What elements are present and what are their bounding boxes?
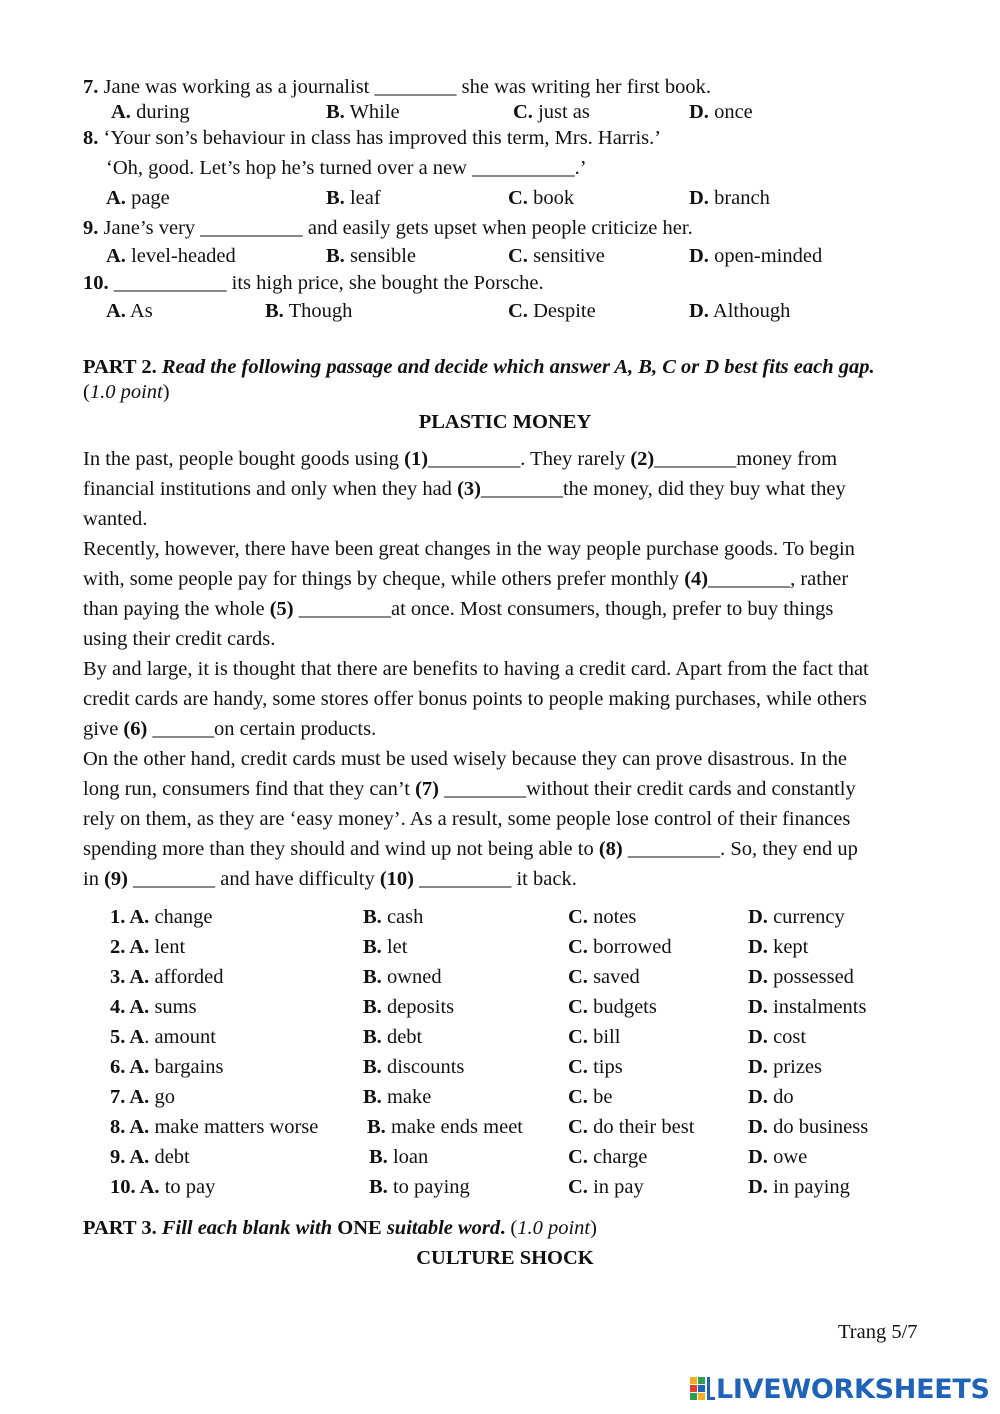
liveworksheets-logo-text: LIVEWORKSHEETS bbox=[716, 1374, 990, 1405]
answer-row-1-b: B. cash bbox=[363, 906, 424, 928]
answer-row-5-a: 5. A. amount bbox=[110, 1026, 216, 1048]
question-text-line2: ‘Oh, good. Let’s hop he’s turned over a new __________.’ bbox=[106, 157, 587, 179]
liveworksheets-logo bbox=[690, 1374, 990, 1405]
answer-row-9-b: B. loan bbox=[369, 1146, 429, 1168]
answer-row-2-c: C. borrowed bbox=[568, 936, 672, 958]
option-b: B. While bbox=[326, 101, 400, 123]
option-b: B. leaf bbox=[326, 187, 381, 209]
answer-row-2-b: B. let bbox=[363, 936, 408, 958]
option-d: D. branch bbox=[689, 187, 770, 209]
question-text: 8. ‘Your son’s behaviour in class has improved this term, Mrs. Harris.’ bbox=[83, 127, 662, 149]
option-a: A. during bbox=[111, 101, 190, 123]
answer-row-5-c: C. bill bbox=[568, 1026, 621, 1048]
question-text: 7. Jane was working as a journalist ________ she was writing her first book. bbox=[83, 76, 711, 98]
answer-row-9-d: D. owe bbox=[748, 1146, 808, 1168]
answer-row-7-c: C. be bbox=[568, 1086, 613, 1108]
answer-row-10-c: C. in pay bbox=[568, 1176, 644, 1198]
answer-row-6-d: D. prizes bbox=[748, 1056, 823, 1078]
option-a: A. page bbox=[106, 187, 170, 209]
option-c: C. just as bbox=[513, 101, 590, 123]
answer-row-6-c: C. tips bbox=[568, 1056, 623, 1078]
answer-row-2-d: D. kept bbox=[748, 936, 809, 958]
answer-row-8-c: C. do their best bbox=[568, 1116, 695, 1138]
answer-row-8-b: B. make ends meet bbox=[367, 1116, 523, 1138]
answer-row-3-c: C. saved bbox=[568, 966, 640, 988]
answer-row-4-c: C. budgets bbox=[568, 996, 657, 1018]
answer-row-5-b: B. debt bbox=[363, 1026, 423, 1048]
answer-row-5-d: D. cost bbox=[748, 1026, 807, 1048]
option-a: A. As bbox=[106, 300, 153, 322]
part-instruction: Read the following passage and decide which answer A, B, C or D best fits each gap. bbox=[156, 356, 875, 378]
answer-row-4-a: 4. A. sums bbox=[110, 996, 197, 1018]
question-text: 10. ___________ its high price, she bought the Porsche. bbox=[83, 272, 544, 294]
answer-row-10-b: B. to paying bbox=[369, 1176, 470, 1198]
part3-title: CULTURE SHOCK bbox=[416, 1247, 594, 1269]
answer-row-7-a: 7. A. go bbox=[110, 1086, 175, 1108]
passage-paragraph-1: In the past, people bought goods using (1)_________. They rarely (2)________money from financial institutions and only when they had (3)________the money, did they buy what they wanted. bbox=[83, 448, 846, 530]
answer-row-4-b: B. deposits bbox=[363, 996, 455, 1018]
answer-row-2-a: 2. A. lent bbox=[110, 936, 186, 958]
part3-heading: PART 3. Fill each blank with ONE suitable word. (1.0 point) bbox=[83, 1217, 597, 1239]
passage-paragraph-4: On the other hand, credit cards must be used wisely because they can prove disastrous. In the long run, consumers find that they can’t (7) ________without their credit cards and constantly rely on them, as they are ‘easy money’. As a result, some people lose control of their finances spending more than they should and wind up not being able to (8) _________. So, they end up in (9) ________ and have difficulty (10) _________ it back. bbox=[83, 748, 858, 890]
passage-paragraph-2: Recently, however, there have been great changes in the way people purchase goods. To begin with, some people pay for things by cheque, while others prefer monthly (4)________, rather than paying the whole (5) _________at once. Most consumers, though, prefer to buy things using their credit cards. bbox=[83, 538, 855, 650]
answer-row-9-a: 9. A. debt bbox=[110, 1146, 190, 1168]
part2-points: (1.0 point) bbox=[83, 381, 170, 403]
answer-row-3-d: D. possessed bbox=[748, 966, 854, 988]
option-d: D. open-minded bbox=[689, 245, 823, 267]
answer-row-1-c: C. notes bbox=[568, 906, 637, 928]
question-text: 9. Jane’s very __________ and easily gets upset when people criticize her. bbox=[83, 217, 693, 239]
option-d: D. Although bbox=[689, 300, 791, 322]
option-b: B. Though bbox=[265, 300, 353, 322]
liveworksheets-logo-icon bbox=[690, 1377, 716, 1403]
answer-row-7-d: D. do bbox=[748, 1086, 794, 1108]
answer-row-1-a: 1. A. change bbox=[110, 906, 213, 928]
part-label: PART 2. bbox=[83, 356, 157, 378]
passage-paragraph-3: By and large, it is thought that there are benefits to having a credit card. Apart from the fact that credit cards are handy, some stores offer bonus points to people making purchases, while others give (6) ______on certain products. bbox=[83, 658, 869, 740]
passage-title: PLASTIC MONEY bbox=[418, 411, 592, 433]
answer-row-1-d: D. currency bbox=[748, 906, 845, 928]
answer-row-8-d: D. do business bbox=[748, 1116, 869, 1138]
answer-row-7-b: B. make bbox=[363, 1086, 432, 1108]
option-c: C. book bbox=[508, 187, 575, 209]
answer-row-3-a: 3. A. afforded bbox=[110, 966, 224, 988]
answer-row-8-a: 8. A. make matters worse bbox=[110, 1116, 319, 1138]
answer-row-6-b: B. discounts bbox=[363, 1056, 465, 1078]
answer-row-10-a: 10. A. to pay bbox=[110, 1176, 216, 1198]
answer-row-4-d: D. instalments bbox=[748, 996, 867, 1018]
answer-row-3-b: B. owned bbox=[363, 966, 442, 988]
answer-row-10-d: D. in paying bbox=[748, 1176, 850, 1198]
option-c: C. Despite bbox=[508, 300, 596, 322]
option-c: C. sensitive bbox=[508, 245, 605, 267]
option-b: B. sensible bbox=[326, 245, 416, 267]
option-d: D. once bbox=[689, 101, 753, 123]
page-number: Trang 5/7 bbox=[838, 1321, 918, 1343]
part2-heading bbox=[83, 356, 875, 379]
option-a: A. level-headed bbox=[106, 245, 236, 267]
answer-row-9-c: C. charge bbox=[568, 1146, 648, 1168]
answer-row-6-a: 6. A. bargains bbox=[110, 1056, 224, 1078]
